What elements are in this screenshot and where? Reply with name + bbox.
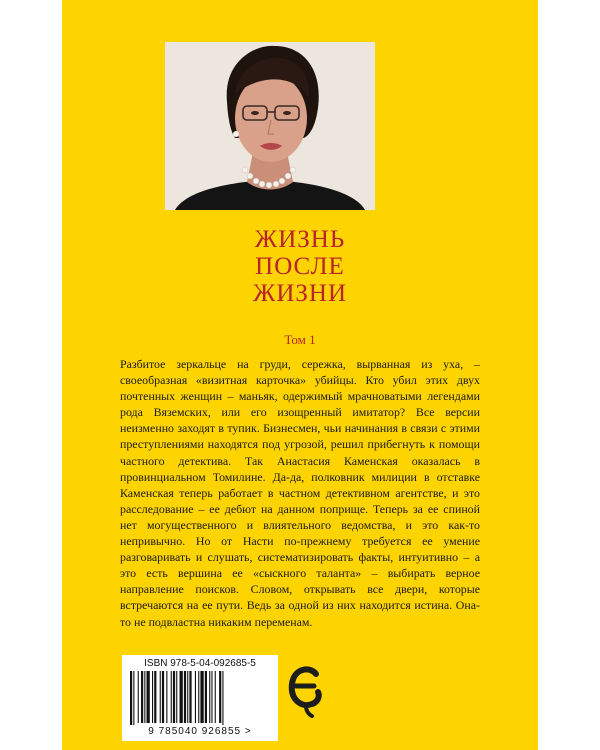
book-title-line: ЖИЗНЬ [254, 226, 346, 253]
eksmo-logo-icon [288, 662, 322, 718]
author-portrait-icon [165, 42, 375, 210]
publisher-logo [288, 662, 322, 723]
barcode-icon [130, 671, 270, 725]
barcode-block [122, 655, 278, 741]
author-photo [165, 42, 375, 210]
volume-number: Том 1 [284, 332, 316, 347]
book-blurb: Разбитое зеркальце на груди, сережка, вырванная из уха, – своеобразная «визитная карточка» убийцы. Кто убил этих двух почтенных женщин – маньяк, одержимый мрачноватыми легендами рода Вяземских, или его изощренный имитатор? Все версии неизменно заходят в тупик. Бизнесмен, чьи начинания в связи с этими преступлениями находятся под угрозой, решил прибегнуть к помощи частного детектива. Так Анастасия Каменская оказалась в провинциальном Томилине. Да-да, полковник милиции в отставке Каменская теперь работает в частном детективном агентстве, и это расследование – ее дебют на данном поприще. Теперь за ее спиной нет могущественного и влиятельного ведомства, и это как-то непривычно. Но от Насти по-прежнему требуется ее умение разговаривать и слушать, систематизировать факты, интуитивно – а это есть вершина ее «сыскного таланта» – выбирать верное направление поисков. Словом, открывать все двери, которые встречаются на ее пути. Ведь за одной из них находится истина. Она-то не подвластна никаким переменам. [120, 357, 480, 629]
barcode-digits: 9 785040 926855 > [148, 726, 252, 737]
book-title-line: ЖИЗНИ [252, 280, 348, 307]
book-title-line: ПОСЛЕ [255, 253, 345, 280]
book-title [62, 226, 538, 307]
isbn-text: ISBN 978-5-04-092685-5 [144, 658, 256, 669]
